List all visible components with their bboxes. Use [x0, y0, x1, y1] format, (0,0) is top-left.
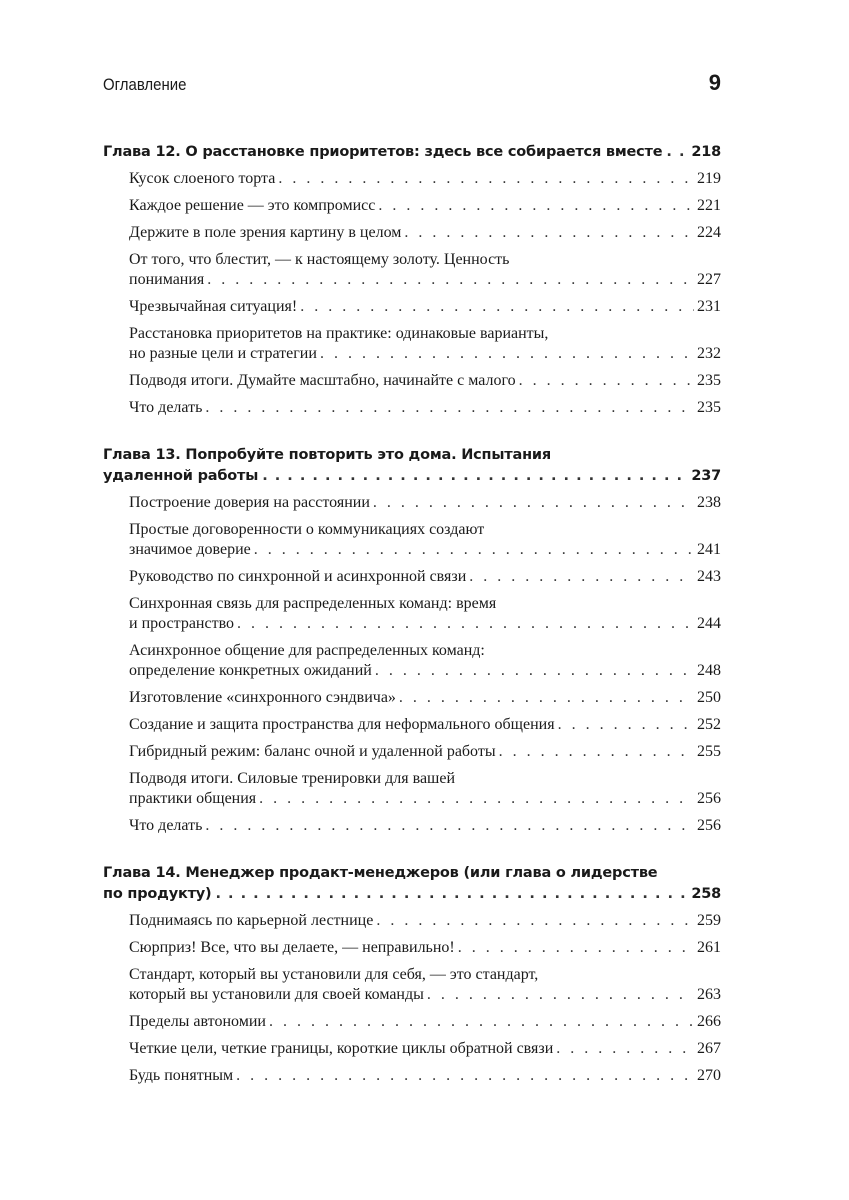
dot-leader — [262, 466, 687, 487]
dot-leader — [207, 270, 694, 290]
entry-page: 261 — [697, 939, 721, 956]
entry-title: Изготовление «синхронного сэндвича» — [129, 689, 396, 706]
entry-page: 250 — [697, 689, 721, 706]
entry-title: Гибридный режим: баланс очной и удаленной работы — [129, 743, 496, 760]
entry-page: 224 — [697, 224, 721, 241]
chapter-heading[interactable] — [103, 142, 721, 163]
entry-title: Четкие цели, четкие границы, короткие циклы обратной связи — [129, 1040, 554, 1057]
dot-leader — [269, 1012, 694, 1032]
dot-leader — [320, 344, 694, 364]
entry-title-line1: Стандарт, который вы установили для себя, — это стандарт, — [129, 966, 539, 983]
toc-entry[interactable] — [129, 567, 721, 587]
entry-title: но разные цели и стратегии — [129, 345, 317, 362]
toc-entry[interactable] — [129, 493, 721, 513]
entry-title: который вы установили для своей команды — [129, 986, 424, 1003]
toc-entry[interactable] — [129, 169, 721, 189]
toc-page — [103, 70, 721, 1093]
chapter-title-line1: Глава 13. Попробуйте повторить это дома. Испытания — [103, 447, 551, 463]
dot-leader — [519, 371, 694, 391]
running-head — [103, 70, 721, 110]
toc-entry[interactable] — [129, 715, 721, 735]
toc-entry[interactable] — [129, 911, 721, 931]
dot-leader — [205, 816, 694, 836]
dot-leader — [375, 661, 694, 681]
chapter-page: 258 — [691, 886, 721, 902]
entry-title: и пространство — [129, 615, 235, 632]
running-head-title: Оглавление — [103, 75, 187, 94]
entry-page: 219 — [697, 170, 721, 187]
entry-title-line1: Подводя итоги. Силовые тренировки для вашей — [129, 770, 456, 787]
toc-entry[interactable] — [129, 371, 721, 391]
toc-entry[interactable] — [129, 520, 721, 560]
dot-leader — [499, 742, 694, 762]
entry-page: 227 — [697, 271, 721, 288]
entry-page: 252 — [697, 716, 721, 733]
entry-page: 256 — [697, 790, 721, 807]
toc-entry[interactable] — [129, 594, 721, 634]
chapter-heading[interactable] — [103, 445, 721, 487]
entry-title: Каждое решение — это компромисс — [129, 197, 376, 214]
entry-title: Будь понятным — [129, 1067, 234, 1084]
entry-title-line1: Асинхронное общение для распределенных команд: — [129, 642, 485, 659]
entry-title: практики общения — [129, 790, 257, 807]
entry-title-line1: Расстановка приоритетов на практике: одинаковые варианты, — [129, 325, 549, 342]
dot-leader — [469, 567, 694, 587]
entry-title-line1: Синхронная связь для распределенных команд: время — [129, 595, 497, 612]
dot-leader — [666, 142, 687, 163]
toc-entry[interactable] — [129, 965, 721, 1005]
dot-leader — [556, 1039, 694, 1059]
entry-page: 221 — [697, 197, 721, 214]
entry-title: Поднимаясь по карьерной лестнице — [129, 912, 374, 929]
entry-page: 231 — [697, 298, 721, 315]
dot-leader — [376, 911, 694, 931]
toc-entry[interactable] — [129, 641, 721, 681]
entry-title-line1: От того, что блестит, — к настоящему золоту. Ценность — [129, 251, 510, 268]
entry-page: 235 — [697, 372, 721, 389]
entry-title: значимое доверие — [129, 541, 251, 558]
entry-title: Что делать — [129, 817, 203, 834]
entry-title: Руководство по синхронной и асинхронной связи — [129, 568, 467, 585]
entry-page: 267 — [697, 1040, 721, 1057]
chapter-title: Глава 12. О расстановке приоритетов: здесь все собирается вместе — [103, 144, 663, 160]
entry-page: 270 — [697, 1067, 721, 1084]
toc-entry[interactable] — [129, 769, 721, 809]
entry-page: 266 — [697, 1013, 721, 1030]
entry-title: Пределы автономии — [129, 1013, 266, 1030]
toc-chapter — [103, 445, 721, 836]
toc-list — [103, 142, 721, 1086]
chapter-heading[interactable] — [103, 863, 721, 905]
entry-title: Чрезвычайная ситуация! — [129, 298, 298, 315]
chapter-page: 218 — [691, 144, 721, 160]
entry-page: 232 — [697, 345, 721, 362]
toc-entry[interactable] — [129, 196, 721, 216]
page-number: 9 — [708, 70, 721, 95]
dot-leader — [205, 398, 694, 418]
entry-title: Создание и защита пространства для неформального общения — [129, 716, 555, 733]
toc-chapter — [103, 863, 721, 1086]
dot-leader — [254, 540, 694, 560]
chapter-title-line1: Глава 14. Менеджер продакт-менеджеров (или глава о лидерстве — [103, 865, 658, 881]
entry-page: 255 — [697, 743, 721, 760]
entry-title: Что делать — [129, 399, 203, 416]
entry-title: понимания — [129, 271, 205, 288]
entry-title: Подводя итоги. Думайте масштабно, начинайте с малого — [129, 372, 516, 389]
entry-page: 248 — [697, 662, 721, 679]
toc-entry[interactable] — [129, 816, 721, 836]
entry-page: 263 — [697, 986, 721, 1003]
dot-leader — [215, 884, 687, 905]
dot-leader — [300, 297, 694, 317]
toc-entry[interactable] — [129, 1039, 721, 1059]
dot-leader — [399, 688, 694, 708]
entry-page: 244 — [697, 615, 721, 632]
toc-entry[interactable] — [129, 297, 721, 317]
toc-entry[interactable] — [129, 688, 721, 708]
entry-title: определение конкретных ожиданий — [129, 662, 372, 679]
entry-page: 256 — [697, 817, 721, 834]
entry-title: Держите в поле зрения картину в целом — [129, 224, 402, 241]
entry-page: 259 — [697, 912, 721, 929]
entry-page: 241 — [697, 541, 721, 558]
dot-leader — [404, 223, 694, 243]
toc-entry[interactable] — [129, 938, 721, 958]
dot-leader — [237, 614, 694, 634]
entry-page: 235 — [697, 399, 721, 416]
entry-title-line1: Простые договоренности о коммуникациях создают — [129, 521, 485, 538]
toc-entry[interactable] — [129, 250, 721, 290]
dot-leader — [558, 715, 694, 735]
chapter-title-line2: по продукту) — [103, 886, 212, 902]
toc-entry[interactable] — [129, 1066, 721, 1086]
toc-entry[interactable] — [129, 223, 721, 243]
dot-leader — [373, 493, 694, 513]
dot-leader — [236, 1066, 694, 1086]
entry-title: Кусок слоеного торта — [129, 170, 276, 187]
toc-entry[interactable] — [129, 324, 721, 364]
dot-leader — [458, 938, 694, 958]
chapter-page: 237 — [691, 468, 721, 484]
dot-leader — [278, 169, 694, 189]
entry-page: 238 — [697, 494, 721, 511]
dot-leader — [427, 985, 694, 1005]
dot-leader — [378, 196, 694, 216]
toc-entry[interactable] — [129, 398, 721, 418]
entry-title: Построение доверия на расстоянии — [129, 494, 370, 511]
toc-entry[interactable] — [129, 742, 721, 762]
dot-leader — [259, 789, 694, 809]
toc-chapter — [103, 142, 721, 418]
chapter-title-line2: удаленной работы — [103, 468, 259, 484]
toc-entry[interactable] — [129, 1012, 721, 1032]
entry-page: 243 — [697, 568, 721, 585]
entry-title: Сюрприз! Все, что вы делаете, — неправильно! — [129, 939, 455, 956]
